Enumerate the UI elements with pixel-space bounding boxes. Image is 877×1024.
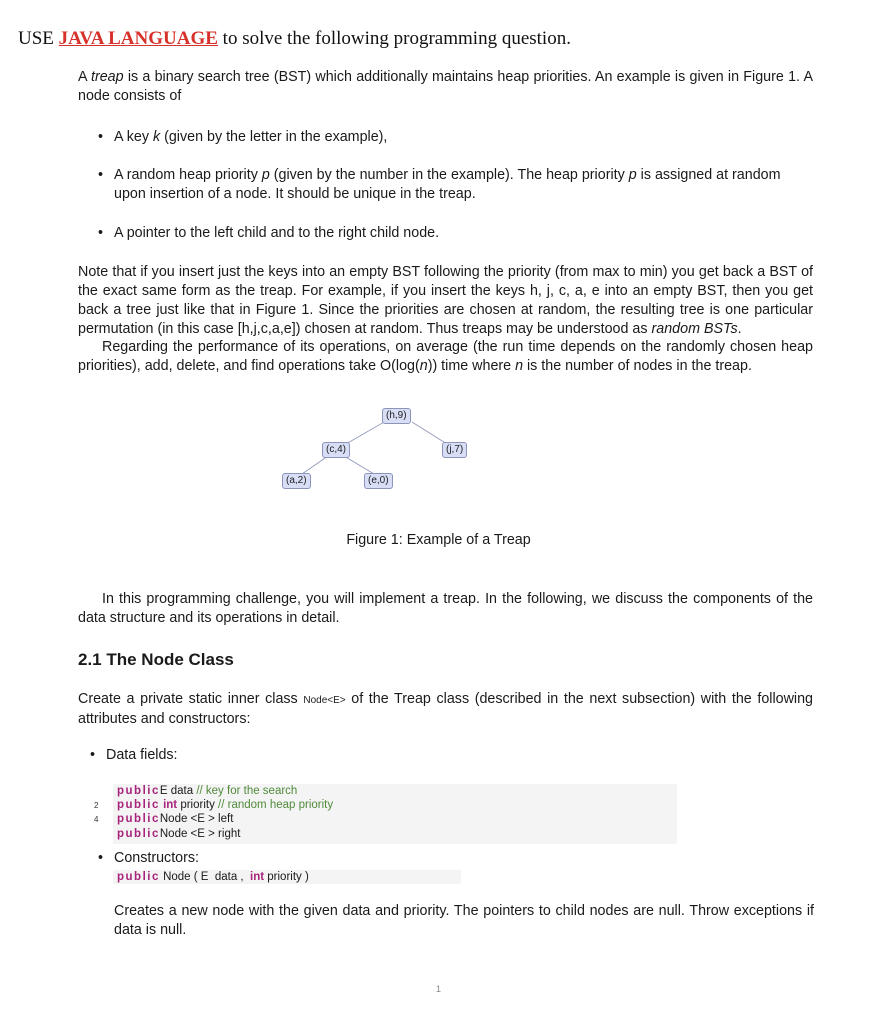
constructor-description: Creates a new node with the given data and priority. The pointers to child nodes are null. Throw exceptions if data is null. bbox=[114, 903, 814, 938]
tree-node-c: (c,4) bbox=[322, 442, 350, 458]
code-line: publicNode <E > left bbox=[117, 813, 234, 826]
page-number: 1 bbox=[435, 984, 441, 994]
bullet-3 bbox=[96, 224, 816, 243]
code-line: public int priority // random heap priority bbox=[117, 799, 334, 812]
bullet-2 bbox=[96, 166, 816, 204]
edge-c-a bbox=[302, 456, 328, 474]
edge-c-e bbox=[344, 456, 374, 474]
tree-node-a: (a,2) bbox=[282, 473, 311, 489]
intro-paragraph: A treap is a binary search tree (BST) which additionally maintains heap priorities. An example is given in Figure 1. A node consists of bbox=[78, 69, 813, 104]
challenge-paragraph: In this programming challenge, you will implement a treap. In the following, we discuss the components of the data structure and its operations in detail. bbox=[78, 591, 813, 626]
header-suffix: to solve the following programming question. bbox=[217, 28, 571, 49]
header-language: JAVA LANGUAGE bbox=[58, 28, 218, 49]
section-title: 2.1 The Node Class bbox=[78, 650, 234, 669]
performance-paragraph: Regarding the performance of its operations, on average (the run time depends on the randomly chosen heap priorities), add, delete, and find operations take O(log(n)) time where n is the number of nodes in the treap. bbox=[78, 339, 813, 374]
header-prefix: USE bbox=[18, 28, 59, 49]
code-line: publicNode <E > right bbox=[117, 827, 241, 840]
tree-node-e: (e,0) bbox=[364, 473, 393, 489]
figure-caption: Figure 1: Example of a Treap bbox=[346, 532, 531, 548]
page-header bbox=[18, 28, 571, 50]
list-item: • A pointer to the left child and to the right child node. bbox=[96, 224, 816, 243]
data-fields-bullet bbox=[88, 746, 808, 765]
edge-h-j bbox=[412, 422, 447, 444]
treap-figure bbox=[0, 400, 877, 510]
note-paragraph: Note that if you insert just the keys into an empty BST following the priority (from max to min) you get back a BST of the exact same form as the treap. For example, if you insert the keys h, j, c, a, e into an empty BST, then you get back a tree just like that in Figure 1. Since the priorities are chosen at random, the resulting tree is one particular permutation (in this case [h,j,c,a,e]) chosen at random. Thus treaps may be understood as random BSTs. bbox=[78, 264, 813, 337]
code-line: publicE data // key for the search bbox=[117, 785, 298, 797]
tree-edges bbox=[0, 400, 877, 510]
code-line-numbers: 2 4 bbox=[94, 801, 99, 824]
constructor-code: public Node ( E data , int priority ) bbox=[113, 870, 461, 884]
list-item: • A key k (given by the letter in the example), bbox=[96, 128, 816, 147]
list-item: • Constructors: bbox=[96, 850, 199, 866]
edge-h-c bbox=[346, 422, 384, 444]
constructors-bullet bbox=[96, 850, 199, 866]
node-class-description: Create a private static inner class Node<E> of the Treap class (described in the next subsection) with the following attributes and constructors: bbox=[78, 691, 814, 727]
tree-node-j: (j,7) bbox=[442, 442, 467, 458]
bullet-1 bbox=[96, 128, 816, 147]
list-item: • A random heap priority p (given by the number in the example). The heap priority p is assigned at random upon insertion of a node. It should be unique in the treap. bbox=[96, 166, 816, 204]
list-item: • Data fields: bbox=[88, 746, 808, 765]
data-fields-code bbox=[113, 784, 677, 844]
tree-node-h: (h,9) bbox=[382, 408, 411, 424]
